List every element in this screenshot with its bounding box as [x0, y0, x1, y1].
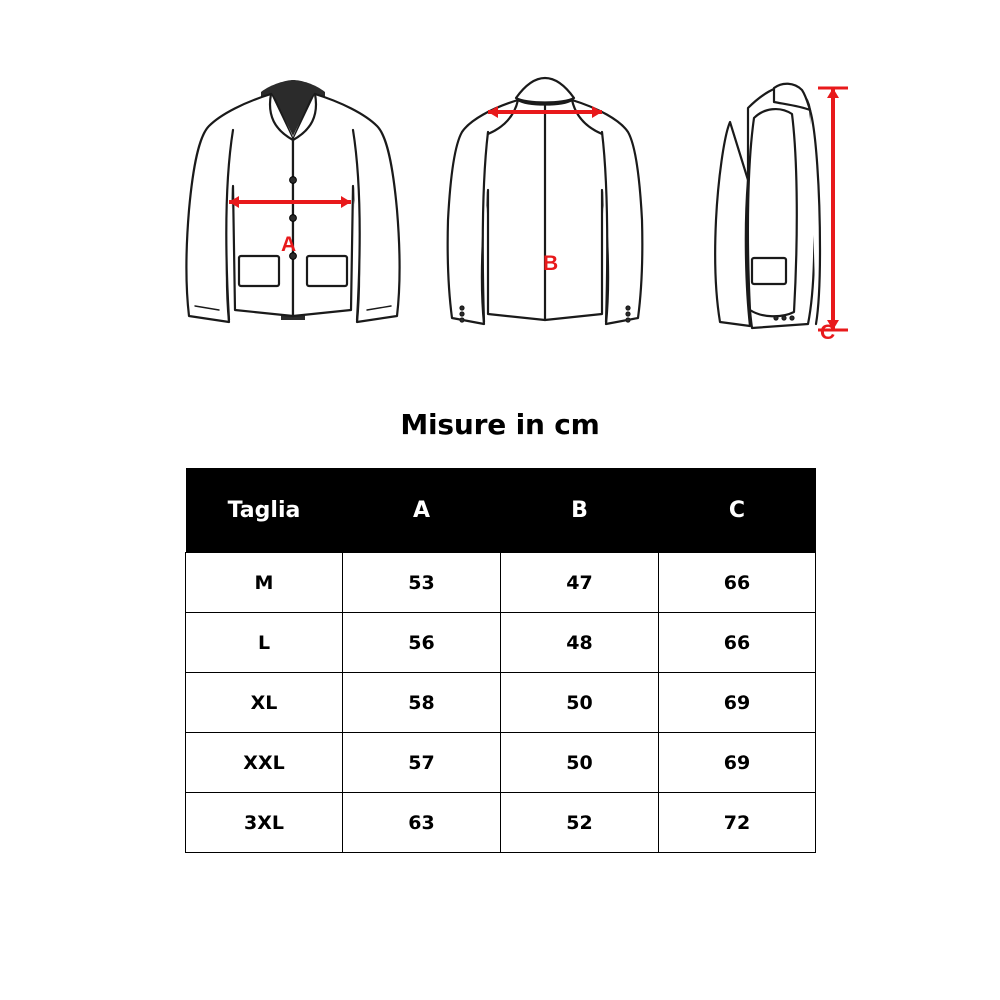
- measure-label-c: C: [820, 321, 836, 344]
- table-header-c: C: [659, 468, 816, 553]
- cell-size: M: [186, 553, 343, 613]
- table-row: [186, 793, 816, 853]
- measure-arrow-c: [818, 88, 848, 330]
- cell-c: 69: [659, 673, 816, 733]
- cell-b: 47: [501, 553, 659, 613]
- cell-a: 63: [343, 793, 501, 853]
- table-header-row: [186, 468, 816, 553]
- jacket-back-view: [440, 70, 650, 370]
- cell-size: XL: [186, 673, 343, 733]
- table-row: [186, 673, 816, 733]
- cell-b: 48: [501, 613, 659, 673]
- cell-a: 58: [343, 673, 501, 733]
- cell-a: 56: [343, 613, 501, 673]
- jacket-front-view: [175, 70, 405, 370]
- table-row: [186, 733, 816, 793]
- cell-a: 57: [343, 733, 501, 793]
- table-header-a: A: [343, 468, 501, 553]
- cell-c: 66: [659, 613, 816, 673]
- measure-label-b: B: [543, 252, 559, 275]
- table-header-size: Taglia: [186, 468, 343, 553]
- size-table: [185, 468, 816, 853]
- cell-size: L: [186, 613, 343, 673]
- cell-size: 3XL: [186, 793, 343, 853]
- table-row: [186, 613, 816, 673]
- cell-c: 72: [659, 793, 816, 853]
- cell-b: 50: [501, 673, 659, 733]
- chart-caption: Misure in cm: [400, 408, 600, 441]
- table-header-b: B: [501, 468, 659, 553]
- cell-b: 50: [501, 733, 659, 793]
- jacket-side-view: [690, 70, 880, 370]
- cell-a: 53: [343, 553, 501, 613]
- jacket-illustrations: [0, 70, 1000, 400]
- table-row: [186, 553, 816, 613]
- cell-c: 66: [659, 553, 816, 613]
- cell-c: 69: [659, 733, 816, 793]
- cell-size: XXL: [186, 733, 343, 793]
- cell-b: 52: [501, 793, 659, 853]
- measure-label-a: A: [281, 233, 297, 256]
